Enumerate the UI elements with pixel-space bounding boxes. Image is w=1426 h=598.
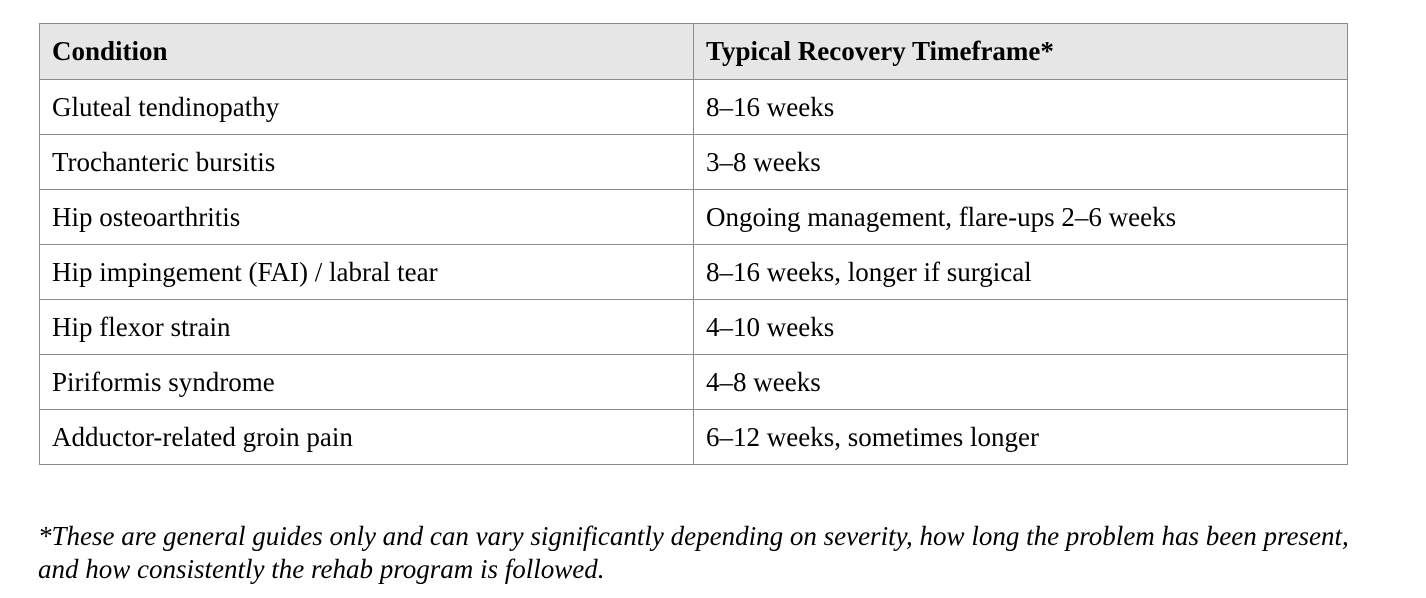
table-row [40, 245, 1348, 300]
condition-cell: Hip impingement (FAI) / labral tear [40, 245, 694, 300]
table-row [40, 190, 1348, 245]
condition-cell: Hip flexor strain [40, 300, 694, 355]
timeframe-cell: 8–16 weeks, longer if surgical [694, 245, 1348, 300]
table-row [40, 355, 1348, 410]
table-row [40, 135, 1348, 190]
header-condition: Condition [40, 24, 694, 80]
condition-cell: Trochanteric bursitis [40, 135, 694, 190]
footnote: *These are general guides only and can vary significantly depending on severity, how long the problem has been present, and how consistently the rehab program is followed. [38, 521, 1349, 584]
timeframe-cell: 8–16 weeks [694, 80, 1348, 135]
table-row [40, 300, 1348, 355]
condition-cell: Piriformis syndrome [40, 355, 694, 410]
table-body [40, 80, 1348, 465]
condition-cell: Hip osteoarthritis [40, 190, 694, 245]
header-recovery-timeframe: Typical Recovery Timeframe* [694, 24, 1348, 80]
timeframe-cell: 3–8 weeks [694, 135, 1348, 190]
table-row [40, 410, 1348, 465]
timeframe-cell: Ongoing management, flare-ups 2–6 weeks [694, 190, 1348, 245]
header-row [40, 24, 1348, 80]
condition-cell: Gluteal tendinopathy [40, 80, 694, 135]
recovery-timeframe-table [39, 23, 1348, 465]
timeframe-cell: 4–10 weeks [694, 300, 1348, 355]
timeframe-cell: 6–12 weeks, sometimes longer [694, 410, 1348, 465]
timeframe-cell: 4–8 weeks [694, 355, 1348, 410]
table-row [40, 80, 1348, 135]
table-header [40, 24, 1348, 80]
condition-cell: Adductor-related groin pain [40, 410, 694, 465]
